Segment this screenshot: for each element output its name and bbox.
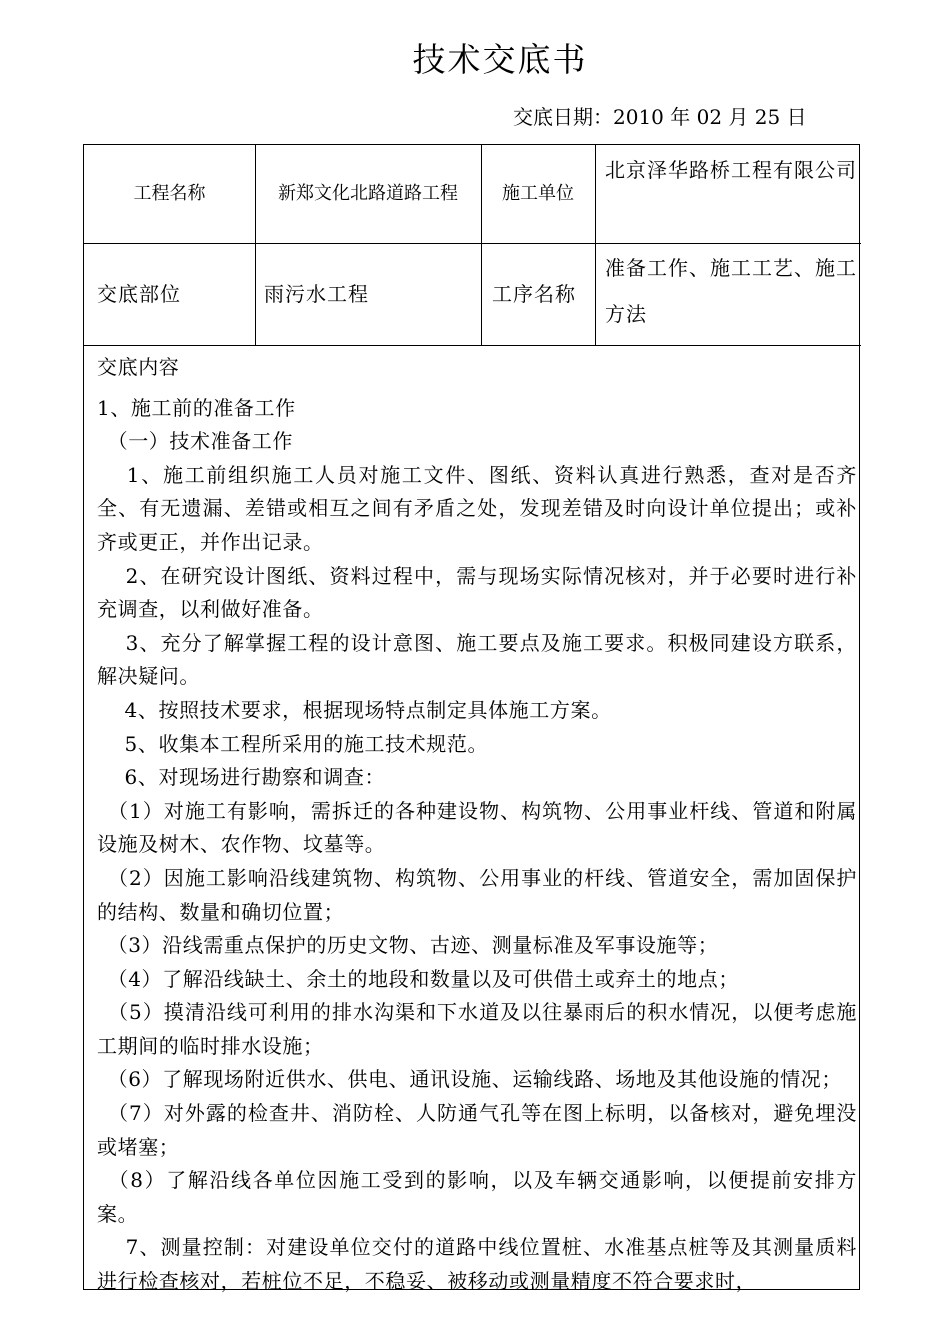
process-name-value: 准备工作、施工工艺、施工方法 <box>605 256 857 326</box>
construction-unit-value: 北京泽华路桥工程有限公司 <box>605 158 857 182</box>
content-line: （6）了解现场附近供水、供电、通讯设施、运输线路、场地及其他设施的情况； <box>97 1067 842 1092</box>
content-line: 1、施工前组织施工人员对施工文件、图纸、资料认真进行熟悉，查对是否齐全、有无遗漏、差错或相互之间有矛盾之处，发现差错及时向设计单位提出；或补齐或更正，并作出记录。 <box>97 462 857 554</box>
content-line: （4）了解沿线缺土、余土的地段和数量以及可供借土或弃土的地点； <box>97 966 739 991</box>
row-divider <box>84 345 861 346</box>
content-line: 7、测量控制：对建设单位交付的道路中线位置桩、水准基点桩等及其测量质料进行检查核对，若桩位不足，不稳妥、被移动或测量精度不符合要求时， <box>97 1235 857 1294</box>
content-line: （3）沿线需重点保护的历史文物、古迹、测量标准及军事设施等； <box>97 933 719 958</box>
content-line: 1、施工前的准备工作 <box>97 395 296 420</box>
process-name-label: 工序名称 <box>492 282 576 306</box>
content-line: （5）摸清沿线可利用的排水沟渠和下水道及以往暴雨后的积水情况，以便考虑施工期间的临时排水设施； <box>97 1000 857 1058</box>
disclosure-part-label: 交底部位 <box>97 282 181 306</box>
content-line: （1）对施工有影响，需拆迁的各种建设物、构筑物、公用事业杆线、管道和附属设施及树木、农作物、坟墓等。 <box>97 798 857 857</box>
disclosure-content <box>97 351 857 1299</box>
content-line: （7）对外露的检查井、消防栓、人防通气孔等在图上标明，以备核对，避免埋没或堵塞； <box>97 1101 857 1159</box>
content-line: （8）了解沿线各单位因施工受到的影响，以及车辆交通影响，以便提前安排方案。 <box>97 1168 857 1226</box>
content-line: 3、充分了解掌握工程的设计意图、施工要点及施工要求。积极同建设方联系，解决疑问。 <box>97 630 857 689</box>
project-name-label: 工程名称 <box>133 183 206 205</box>
content-line: （一）技术准备工作 <box>97 429 293 454</box>
content-heading: 交底内容 <box>97 355 180 379</box>
disclosure-date: 交底日期：2010 年 02 月 25 日 <box>513 105 807 129</box>
content-line: 2、在研究设计图纸、资料过程中，需与现场实际情况核对，并于必要时进行补充调查，以利做好准备。 <box>97 563 857 622</box>
content-line: 4、按照技术要求，根据现场特点制定具体施工方案。 <box>97 697 612 722</box>
content-line: （2）因施工影响沿线建筑物、构筑物、公用事业的杆线、管道安全，需加固保护的结构、数量和确切位置； <box>97 865 857 924</box>
content-line: 5、收集本工程所采用的施工技术规范。 <box>97 731 489 756</box>
project-name-value: 新郑文化北路道路工程 <box>278 183 458 205</box>
construction-unit-label: 施工单位 <box>502 183 574 205</box>
document-title: 技术交底书 <box>412 40 588 79</box>
content-line: 6、对现场进行勘察和调查： <box>97 765 386 790</box>
disclosure-part-value: 雨污水工程 <box>264 282 369 306</box>
